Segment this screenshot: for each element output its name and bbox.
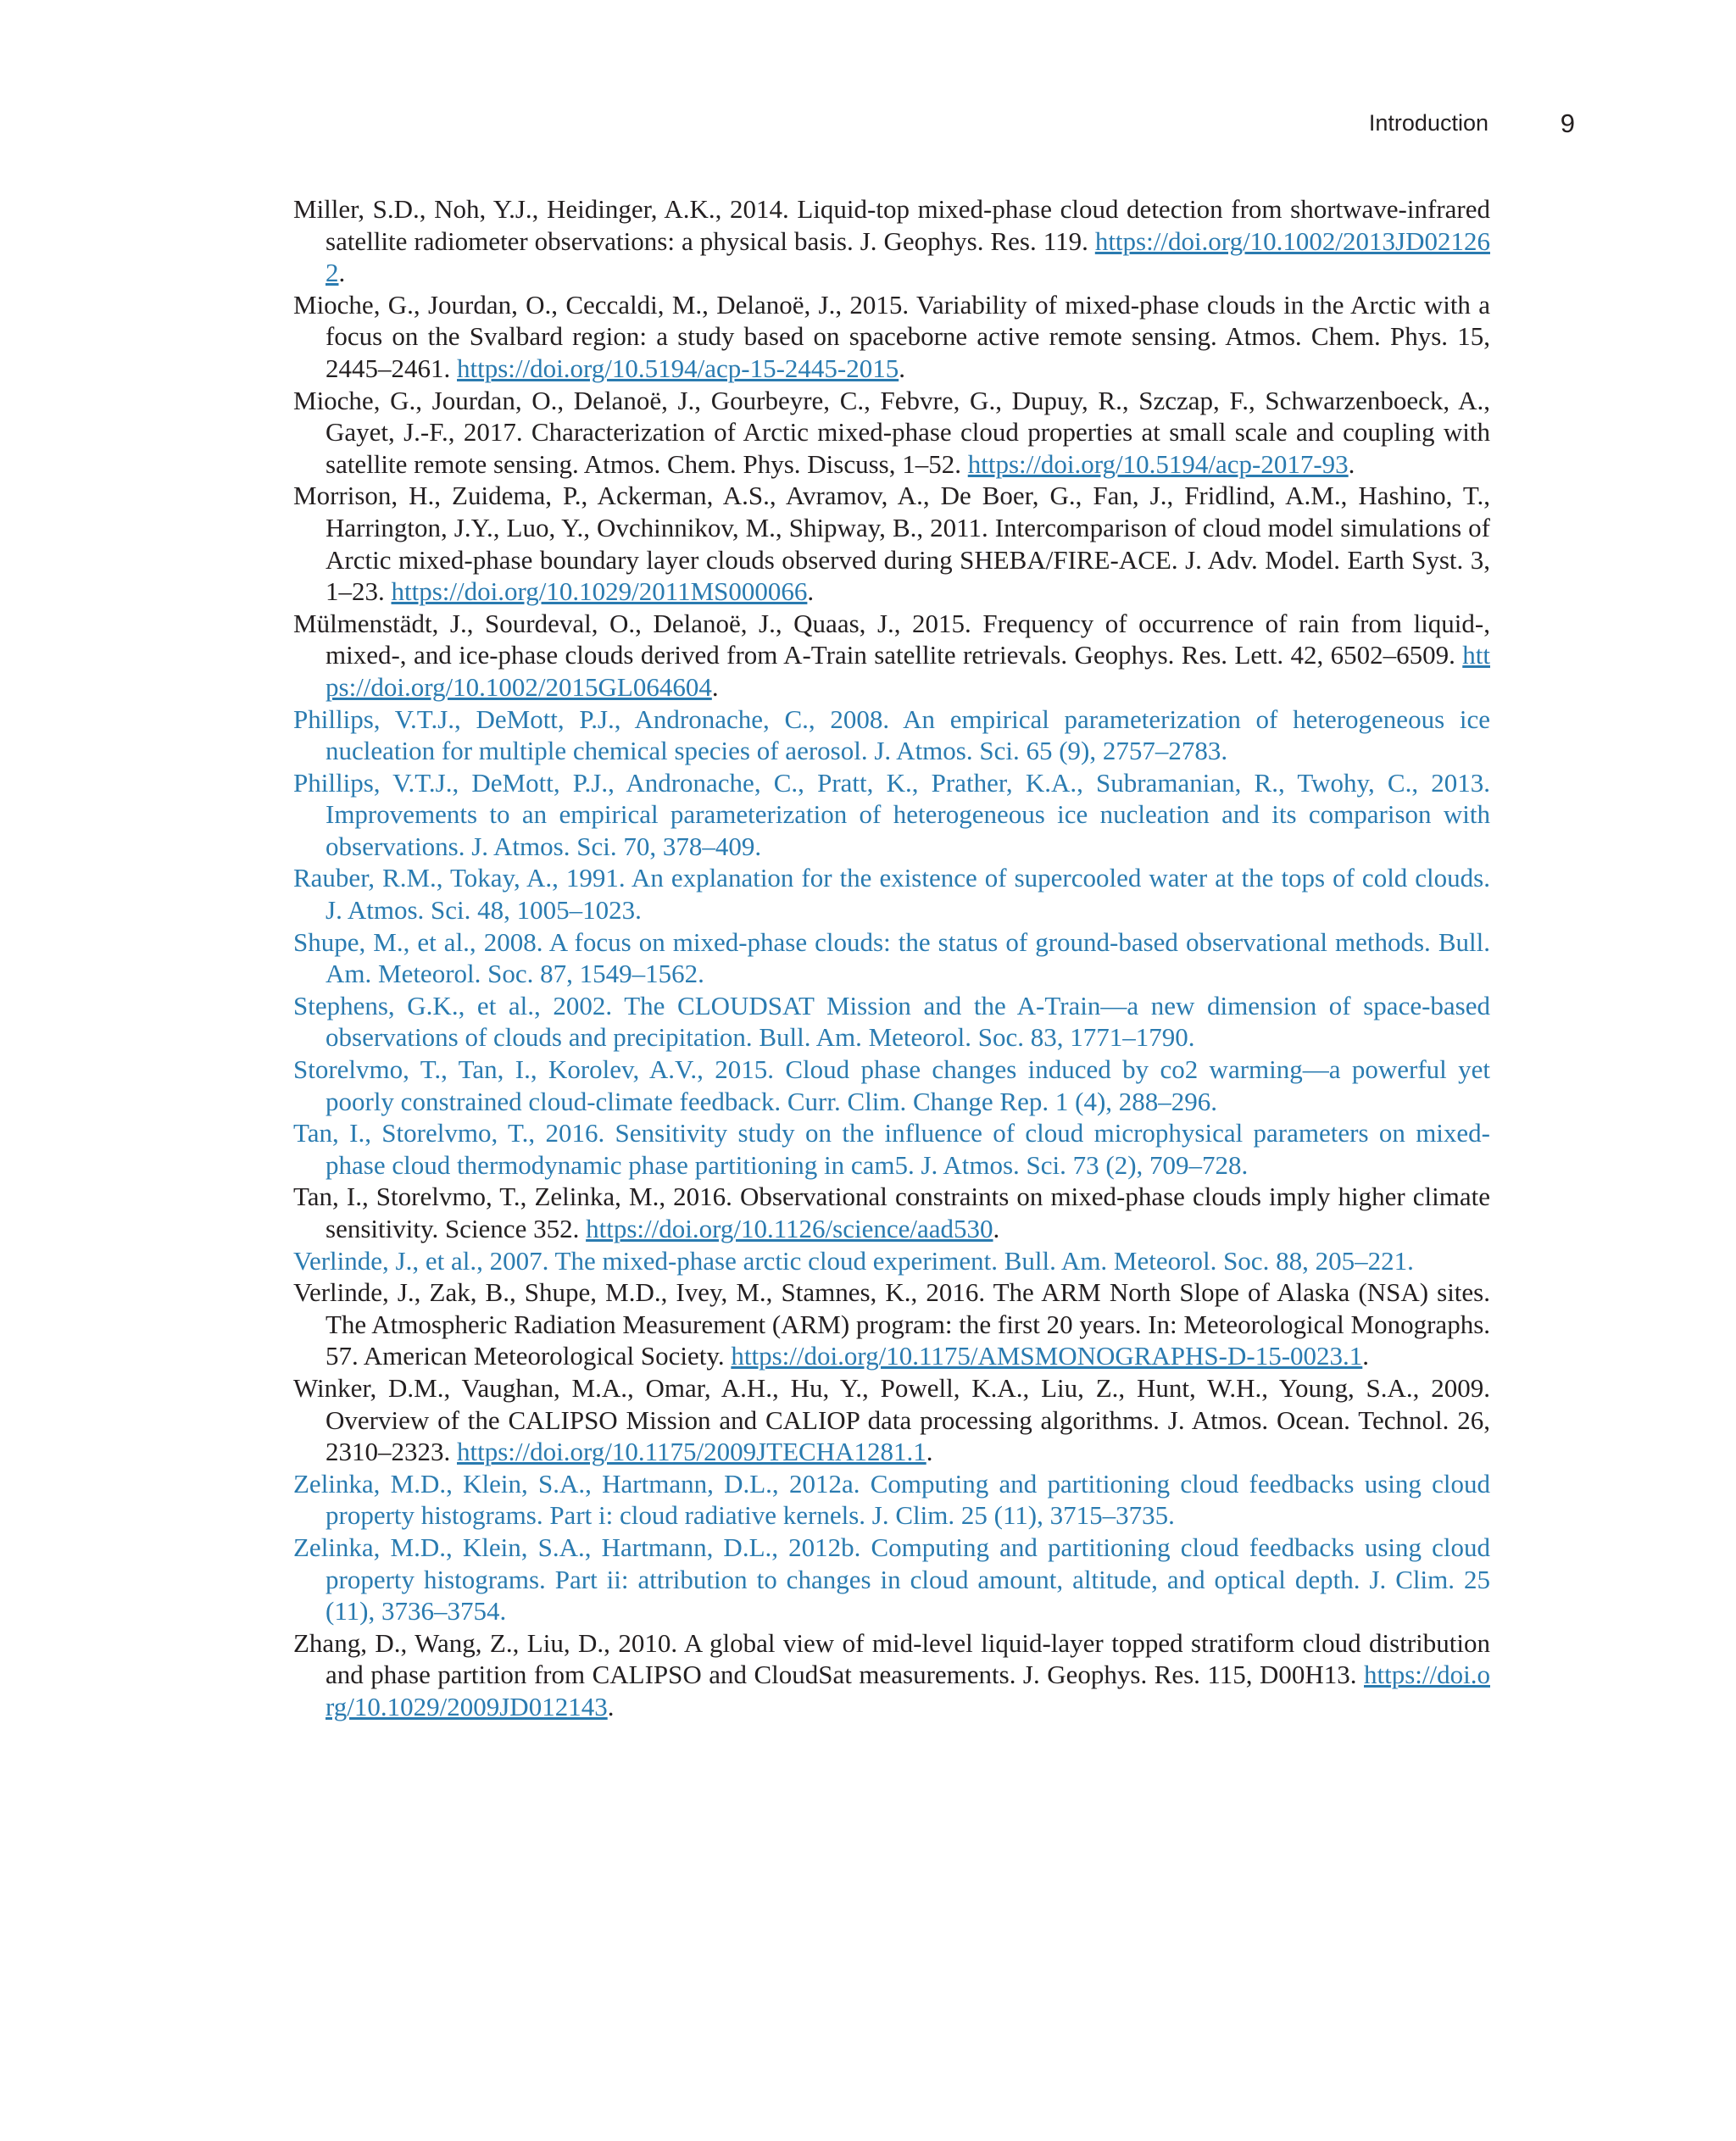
reference-entry-7 <box>293 767 1490 863</box>
reference-text: Mülmenstädt, J., Sourdeval, O., Delanoë, J., Quaas, J., 2015. Frequency of occurrence of rain from liquid-, mixed-, and ice-phase clouds derived from A-Train satellite retrievals. Geophys. Res. Lett. 42, 6502–6509. <box>293 608 1490 670</box>
reference-text: Rauber, R.M., Tokay, A., 1991. An explanation for the existence of supercooled water at the tops of cold clouds. J. Atmos. Sci. 48, 1005–1023. <box>293 863 1490 926</box>
reference-entry-9 <box>293 926 1490 990</box>
reference-entry-5 <box>293 608 1490 703</box>
reference-text: Tan, I., Storelvmo, T., Zelinka, M., 2016. Observational constraints on mixed-phase clouds imply higher climate sensitivity. Science 352. <box>293 1182 1490 1243</box>
reference-entry-14 <box>293 1245 1490 1277</box>
reference-terminal-period: . <box>1362 1341 1370 1371</box>
reference-text: Winker, D.M., Vaughan, M.A., Omar, A.H., Hu, Y., Powell, K.A., Liu, Z., Hunt, W.H., Young, S.A., 2009. Overview of the CALIPSO Mission and CALIOP data processing algorithms. J. Atmos. Ocean. Technol. 26, 2310–2323. <box>293 1372 1490 1467</box>
reference-entry-6 <box>293 703 1490 767</box>
reference-text: Mioche, G., Jourdan, O., Delanoë, J., Gourbeyre, C., Febvre, G., Dupuy, R., Szczap, F., Schwarzenboeck, A., Gayet, J.-F., 2017. Characterization of Arctic mixed-phase cloud properties at small scale and coupling with satellite remote sensing. Atmos. Chem. Phys. Discuss, 1–52. <box>293 385 1490 479</box>
reference-entry-8 <box>293 862 1490 926</box>
doi-link[interactable]: https://doi.org/10.5194/acp-2017-93 <box>967 448 1349 479</box>
doi-link[interactable]: https://doi.org/10.5194/acp-15-2445-2015 <box>457 353 899 383</box>
reference-text: Phillips, V.T.J., DeMott, P.J., Andronache, C., Pratt, K., Prather, K.A., Subramanian, R., Twohy, C., 2013. Improvements to an empirical parameterization of heterogeneous ice nucleation and its comparison with observations. J. Atmos. Sci. 70, 378–409. <box>293 767 1490 861</box>
reference-text: Storelvmo, T., Tan, I., Korolev, A.V., 2015. Cloud phase changes induced by co2 warming—a powerful yet poorly constrained cloud-climate feedback. Curr. Clim. Change Rep. 1 (4), 288–296. <box>293 1054 1490 1116</box>
reference-entry-19 <box>293 1627 1490 1723</box>
reference-entry-3 <box>293 385 1490 481</box>
reference-text: Stephens, G.K., et al., 2002. The CLOUDSAT Mission and the A-Train—a new dimension of space-based observations of clouds and precipitation. Bull. Am. Meteorol. Soc. 83, 1771–1790. <box>293 990 1490 1053</box>
reference-terminal-period: . <box>1348 448 1355 479</box>
reference-text: Zelinka, M.D., Klein, S.A., Hartmann, D.L., 2012b. Computing and partitioning cloud feedbacks using cloud property histograms. Part ii: attribution to changes in cloud amount, altitude, and optical depth. J. Clim. 25 (11), 3736–3754. <box>293 1532 1490 1627</box>
doi-link[interactable]: https://doi.org/10.1002/2013JD021262 <box>326 225 1490 288</box>
reference-entry-4 <box>293 480 1490 607</box>
reference-entry-17 <box>293 1468 1490 1532</box>
reference-text: Phillips, V.T.J., DeMott, P.J., Andronache, C., 2008. An empirical parameterization of heterogeneous ice nucleation for multiple chemical species of aerosol. J. Atmos. Sci. 65 (9), 2757–2783. <box>293 703 1490 766</box>
reference-terminal-period: . <box>607 1691 615 1721</box>
reference-text: Verlinde, J., et al., 2007. The mixed-phase arctic cloud experiment. Bull. Am. Meteorol. Soc. 88, 205–221. <box>293 1245 1414 1276</box>
reference-terminal-period: . <box>711 671 719 702</box>
running-head <box>1271 108 1594 142</box>
reference-entry-2 <box>293 289 1490 385</box>
reference-terminal-period: . <box>993 1214 1000 1243</box>
reference-entry-15 <box>293 1276 1490 1372</box>
reference-text: Verlinde, J., Zak, B., Shupe, M.D., Ivey, M., Stamnes, K., 2016. The ARM North Slope of Alaska (NSA) sites. The Atmospheric Radiation Measurement (ARM) program: the first 20 years. In: Meteorological Monographs. 57. American Meteorological Society. <box>293 1277 1491 1371</box>
reference-terminal-period: . <box>899 353 905 383</box>
reference-entry-1 <box>293 193 1490 289</box>
reference-text: Tan, I., Storelvmo, T., 2016. Sensitivity study on the influence of cloud microphysical parameters on mixed-phase cloud thermodynamic phase partitioning in cam5. J. Atmos. Sci. 73 (2), 709–728. <box>293 1118 1490 1180</box>
reference-entry-13 <box>293 1181 1490 1244</box>
doi-link[interactable]: https://doi.org/10.1126/science/aad530 <box>586 1214 993 1243</box>
doi-link[interactable]: https://doi.org/10.1175/AMSMONOGRAPHS-D-15-0023.1 <box>731 1341 1363 1371</box>
reference-entry-10 <box>293 990 1490 1054</box>
reference-terminal-period: . <box>926 1437 933 1467</box>
reference-entry-16 <box>293 1372 1490 1468</box>
doi-link[interactable]: https://doi.org/10.1175/2009JTECHA1281.1 <box>457 1437 926 1467</box>
reference-entry-11 <box>293 1054 1490 1117</box>
section-title: Introduction <box>1368 110 1488 136</box>
page-number: 9 <box>1560 108 1575 138</box>
doi-link[interactable]: https://doi.org/10.1002/2015GL064604 <box>326 640 1490 702</box>
reference-terminal-period: . <box>807 576 815 607</box>
reference-entry-18 <box>293 1532 1490 1627</box>
reference-text: Shupe, M., et al., 2008. A focus on mixed-phase clouds: the status of ground-based observational methods. Bull. Am. Meteorol. Soc. 87, 1549–1562. <box>293 926 1490 989</box>
reference-text: Zhang, D., Wang, Z., Liu, D., 2010. A global view of mid-level liquid-layer topped stratiform cloud distribution and phase partition from CALIPSO and CloudSat measurements. J. Geophys. Res. 115, D00H13. <box>293 1627 1490 1690</box>
doi-link[interactable]: https://doi.org/10.1029/2011MS000066 <box>391 576 808 607</box>
reference-text: Mioche, G., Jourdan, O., Ceccaldi, M., Delanoë, J., 2015. Variability of mixed-phase clouds in the Arctic with a focus on the Svalbard region: a study based on spaceborne active remote sensing. Atmos. Chem. Phys. 15, 2445–2461. <box>293 289 1490 383</box>
reference-text: Zelinka, M.D., Klein, S.A., Hartmann, D.L., 2012a. Computing and partitioning cloud feedbacks using cloud property histograms. Part i: cloud radiative kernels. J. Clim. 25 (11), 3715–3735. <box>293 1468 1490 1531</box>
reference-text: Miller, S.D., Noh, Y.J., Heidinger, A.K., 2014. Liquid-top mixed-phase cloud detection from shortwave-infrared satellite radiometer observations: a physical basis. J. Geophys. Res. 119. <box>293 194 1490 256</box>
doi-link[interactable]: https://doi.org/10.1029/2009JD012143 <box>326 1660 1490 1721</box>
reference-text: Morrison, H., Zuidema, P., Ackerman, A.S., Avramov, A., De Boer, G., Fan, J., Fridlind, A.M., Hashino, T., Harrington, J.Y., Luo, Y., Ovchinnikov, M., Shipway, B., 2011. Intercomparison of cloud model simulations of Arctic mixed-phase boundary layer clouds observed during SHEBA/FIRE-ACE. J. Adv. Model. Earth Syst. 3, 1–23. <box>293 481 1490 607</box>
reference-list <box>293 193 1490 1723</box>
reference-entry-12 <box>293 1117 1490 1181</box>
reference-terminal-period: . <box>338 258 346 288</box>
